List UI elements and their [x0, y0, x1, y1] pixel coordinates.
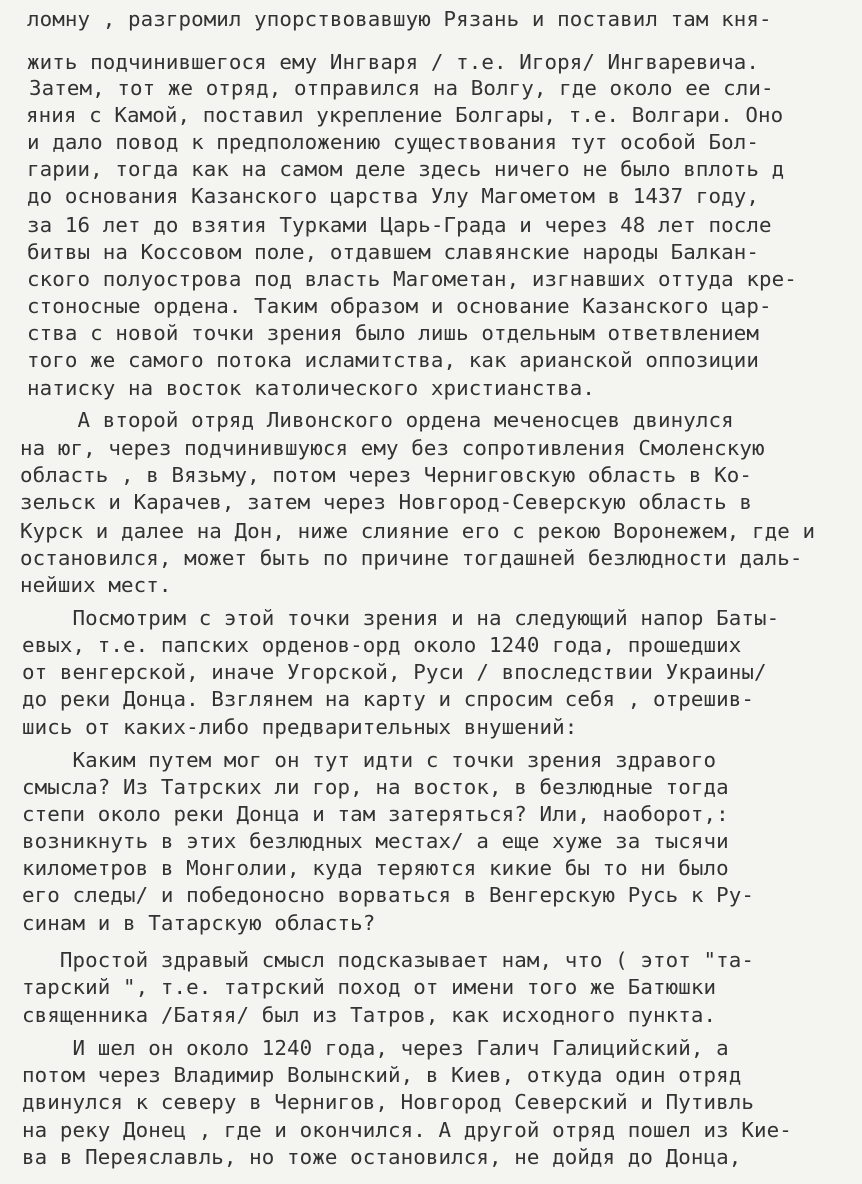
text-line: стоносные ордена. Таким образом и основание Казанского цар- [27, 294, 772, 318]
text-line: битвы на Коссовом поле, отдавшем славянские народы Балкан- [27, 240, 760, 264]
text-line: зельск и Карачев, затем через Новгород-Северскую область в [20, 490, 753, 514]
text-line: на юг, через подчинившуюся ему без сопротивления Смоленскую [20, 436, 765, 460]
text-line: И шел он около 1240 года, через Галич Галицийский, а [22, 1036, 729, 1060]
text-line: евых, т.е. папских орденов-орд около 1240 года, прошедших [22, 633, 742, 657]
text-line: А второй отряд Ливонского ордена меченосцев двинулся [27, 408, 734, 432]
text-line: яния с Камой, поставил укрепление Болгары, т.е. Волгари. Оно [26, 103, 784, 127]
text-line: шись от каких-либо предварительных внушений: [22, 715, 578, 739]
text-line: синам и в Татарскую область? [22, 911, 376, 935]
text-line: степи около реки Донца и там затеряться? Или, наоборот,: [22, 802, 729, 826]
text-line: жить подчинившегося ему Ингваря / т.е. Игоря/ Ингваревича. [27, 50, 760, 74]
text-line: гарии, тогда как на самом деле здесь ничего не было вплоть д [27, 157, 785, 181]
text-line: двинулся к северу в Чернигов, Новгород Северский и Путивль [22, 1090, 755, 1114]
text-line: до реки Донца. Взглянем на карту и спросим себя , отрешив- [22, 687, 755, 711]
text-line: натиску на восток католического христианства. [27, 376, 595, 400]
text-line: километров в Монголии, куда теряются кикие бы то ни было [22, 856, 729, 880]
text-line: Простой здравый смысл подсказывает нам, что ( этот "та- [22, 948, 755, 972]
text-line: ва в Переяславль, но тоже остановился, не дойдя до Донца, [22, 1145, 742, 1169]
text-line: и дало повод к предположению существования тут особой Бол- [27, 130, 760, 154]
text-line: ства с новой точки зрения было лишь отдельным ответвлением [27, 321, 760, 345]
text-line: остановился, может быть по причине тогдашней безлюдности даль- [20, 546, 803, 570]
text-line: ского полуострова под власть Магометан, изгнавших оттуда кре- [27, 267, 797, 291]
text-line: от венгерской, иначе Угорской, Руси / впоследствии Украины/ [22, 660, 767, 684]
text-line: того же самого потока исламитства, как арианской оппозиции [27, 348, 760, 372]
text-line: нейших мест. [20, 573, 172, 597]
text-line: Курск и далее на Дон, ниже слияние его с рекою Воронежем, где и [20, 519, 816, 543]
text-line: священника /Батяя/ был из Татров, как исходного пункта. [22, 1003, 717, 1027]
text-line: за 16 лет до взятия Турками Царь-Града и через 48 лет после [27, 213, 772, 237]
text-line: ломну , разгромил упорствовавшую Рязань и поставил там кня- [27, 7, 772, 31]
text-line: область , в Вязьму, потом через Черниговскую область в Ко- [20, 463, 753, 487]
text-line: Каким путем мог он тут идти с точки зрения здравого [22, 748, 717, 772]
text-line: возникнуть в этих безлюдных местах/ а еще хуже за тысячи [22, 829, 729, 853]
text-line: на реку Донец , где и окончился. А другой отряд пошел из Кие- [22, 1118, 792, 1142]
text-line: тарский ", т.е. татрский поход от имени того же Батюшки [22, 975, 717, 999]
text-line: потом через Владимир Волынский, в Киев, откуда один отряд [22, 1063, 742, 1087]
text-line: Затем, тот же отряд, отправился на Волгу, где около ее сли- [29, 76, 774, 100]
text-line: смысла? Из Татрских ли гор, на восток, в безлюдные тогда [22, 775, 729, 799]
text-line: его следы/ и победоносно ворваться в Венгерскую Русь к Ру- [22, 883, 755, 907]
text-line: до основания Казанского царства Улу Магометом в 1437 году, [27, 184, 760, 208]
text-line: Посмотрим с этой точки зрения и на следующий напор Баты- [22, 606, 780, 630]
